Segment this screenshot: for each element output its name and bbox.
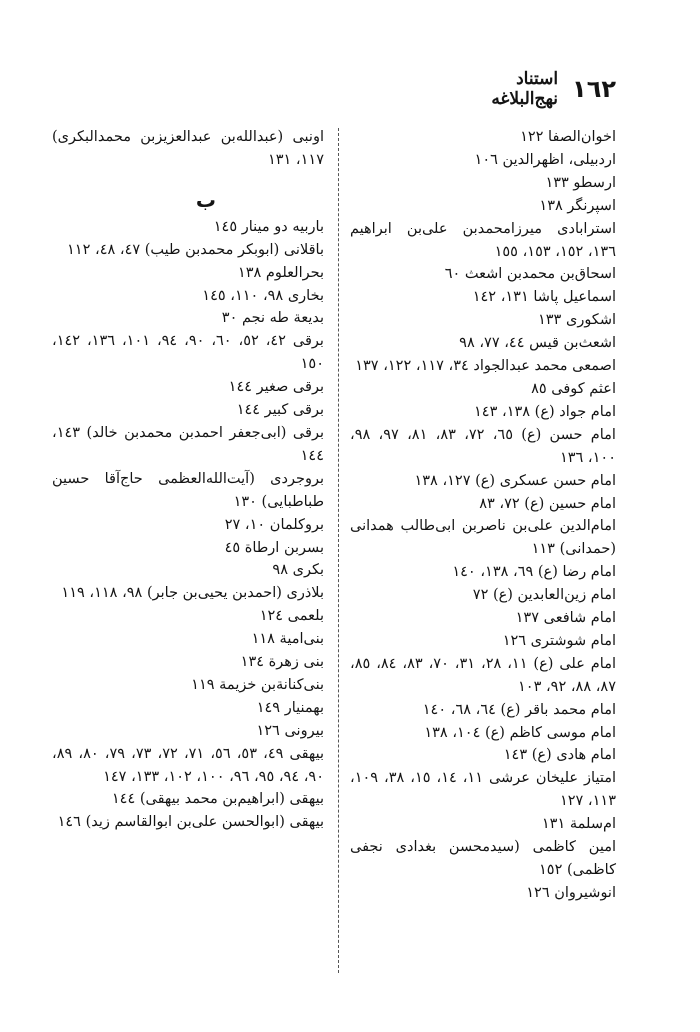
index-entry: برقی صغیر ١٤٤ xyxy=(228,379,324,396)
index-entry: امام علی (ع) ١١، ٢٨، ٣١، ٧٠، ٨٣، ٨٤، ٨٥، ٨٧، ٨٨، ٩٢، ١٠٣ xyxy=(350,655,616,695)
index-entry: اردبیلی، اظهرالدین ١٠٦ xyxy=(474,151,616,168)
index-entry: امام موسی کاظم (ع) ١٠٤، ١٣٨ xyxy=(424,724,616,741)
index-entry: بحرالعلوم ١٣٨ xyxy=(237,264,324,281)
index-entry: اصمعی محمد عبدالجواد ٣٤، ١١٧، ١٢٢، ١٣٧ xyxy=(355,358,616,375)
index-entry: اشعث‌بن قیس ٤٤، ٧٧، ٩٨ xyxy=(459,335,616,352)
index-entry: اونبی (عبدالله‌بن عبدالعزیزبن محمدالبکری) ١١٧، ١٣١ xyxy=(52,129,324,168)
index-entry: باقلانی (ابوبکر محمدبن طیب) ٤٧، ٤٨، ١١٢ xyxy=(67,241,324,258)
index-entry: بسربن ارطاة ٤٥ xyxy=(224,539,324,556)
index-entry: امین کاظمی (سیدمحسن بغدادی نجفی کاظمی) ١٥٢ xyxy=(350,839,616,878)
section-gap xyxy=(52,172,324,184)
index-entry: بیرونی ١٢٦ xyxy=(256,722,324,739)
index-entry: ارسطو ١٣٣ xyxy=(545,174,616,191)
index-entry: امام حسن عسکری (ع) ١٢٧، ١٣٨ xyxy=(414,472,616,489)
index-entry: امام شافعی ١٣٧ xyxy=(515,610,616,627)
index-entry: اسماعیل پاشا ١٣١، ١٤٢ xyxy=(472,289,616,306)
index-entry: بیهقی (ابراهیم‌بن محمد بیهقی) ١٤٤ xyxy=(111,791,324,808)
page-number: ١٦٢ xyxy=(572,75,616,103)
index-entry: امام محمد باقر (ع) ٦٤، ٦٨، ١٤٠ xyxy=(422,701,616,718)
index-entry: اسپرنگر ١٣٨ xyxy=(539,197,616,214)
index-entry: امام حسن (ع) ٦٥، ٧٢، ٨٣، ٨١، ٩٧، ٩٨، ١٠٠، ١٣٦ xyxy=(350,426,616,466)
index-entry: بنی زهرة ١٣٤ xyxy=(240,654,324,671)
running-title: استناد نهج‌البلاغه xyxy=(491,69,559,109)
index-entry: امام زین‌العابدین (ع) ٧٢ xyxy=(472,587,616,604)
index-entry: ام‌سلمة ١٣١ xyxy=(541,816,616,833)
index-entry: امام جواد (ع) ١٣٨، ١٤٣ xyxy=(474,403,616,420)
index-entry: بدیعة طه نجم ٣٠ xyxy=(221,310,324,327)
index-entry: برقی (ابی‌جعفر احمدبن محمدبن خالد) ١٤٣، ١٤٤ xyxy=(52,424,324,464)
page-header xyxy=(452,69,616,109)
index-entry: بنی‌کنانة‌بن خزیمة ١١٩ xyxy=(191,676,324,693)
index-entry: برقی ٤٢، ٥٢، ٦٠، ٩٠، ٩٤، ١٠١، ١٣٦، ١٤٢، ١٥٠ xyxy=(52,333,324,373)
index-entry: بیهقی ٤٩، ٥٣، ٥٦، ٧١، ٧٢، ٧٣، ٧٩، ٨٠، ٨٩، ٩٠، ٩٤، ٩٥، ٩٦، ١٠٠، ١٠٢، ١٣٣، ١٤٧ xyxy=(52,745,325,785)
index-entry: باربیه دو مینار ١٤٥ xyxy=(213,218,324,235)
index-entry: امام هادی (ع) ١٤٣ xyxy=(503,747,616,764)
index-entry: بلعمی ١٢٤ xyxy=(259,608,324,625)
index-entry: امام شوشتری ١٢٦ xyxy=(502,632,616,649)
index-entry: بهمنیار ١٤٩ xyxy=(256,699,324,716)
index-entry: اسحاق‌بن محمدبن اشعث ٦٠ xyxy=(444,266,616,283)
index-entry: بنی‌امیة ١١٨ xyxy=(251,631,324,648)
index-entry: استرابادی میرزامحمدبن علی‌بن ابراهیم ١٣٦، ١٥٢، ١٥٣، ١٥٥ xyxy=(350,220,616,260)
index-column-right xyxy=(350,126,616,905)
section-letter: ب xyxy=(195,187,216,212)
index-entry: بخاری ٩٨، ١١٠، ١٤٥ xyxy=(202,287,324,304)
index-entry: بروجردی (آیت‌الله‌العظمی حاج‌آقا حسین طباطبایی) ١٣٠ xyxy=(52,470,324,510)
index-entry: امام رضا (ع) ٦٩، ١٣٨، ١٤٠ xyxy=(452,564,616,581)
index-entry: اخوان‌الصفا ١٢٢ xyxy=(520,129,616,145)
index-entry: امام‌الدین علی‌بن ناصربن ابی‌طالب همدانی (حمدانی) ١١٣ xyxy=(350,518,616,558)
index-column-left xyxy=(52,126,324,834)
index-entry: امام حسین (ع) ٧٢، ٨٣ xyxy=(479,495,616,512)
index-entry: برقی کبیر ١٤٤ xyxy=(236,402,324,419)
index-entry: بروکلمان ١٠، ٢٧ xyxy=(224,516,324,533)
index-entry: اشکوری ١٣٣ xyxy=(537,312,616,329)
index-entry: بلاذری (احمدبن یحیی‌بن جابر) ٩٨، ١١٨، ١١٩ xyxy=(61,585,324,602)
column-divider xyxy=(338,128,340,973)
index-entry: اعثم کوفی ٨٥ xyxy=(531,380,616,397)
index-entry: بیهقی (ابوالحسن علی‌بن ابوالقاسم زید) ١٤٦ xyxy=(57,814,324,831)
index-entry: انوشیروان ١٢٦ xyxy=(526,884,616,901)
index-entry: بکری ٩٨ xyxy=(272,562,324,579)
index-entry: امتیاز علیخان عرشی ١١، ١٤، ١٥، ٣٨، ١٠٩، ١١٣، ١٢٧ xyxy=(350,770,617,810)
